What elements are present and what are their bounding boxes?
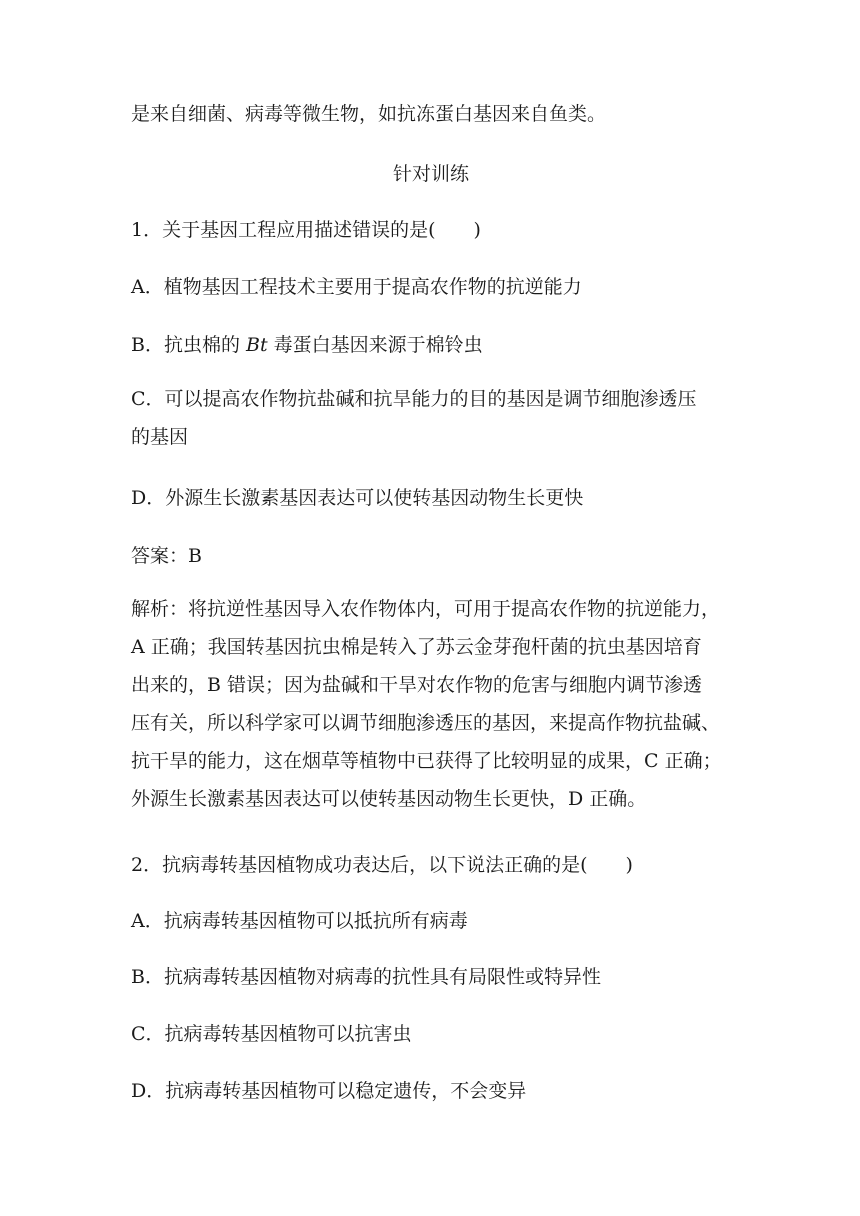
question-2-option-d: D．抗病毒转基因植物可以稳定遗传，不会变异 bbox=[131, 1080, 527, 1102]
option-b-prefix: B．抗虫棉的 bbox=[131, 334, 240, 356]
analysis-line: A 正确；我国转基因抗虫棉是转入了苏云金芽孢杆菌的抗虫基因培育 bbox=[131, 636, 702, 658]
question-2-option-c: C．抗病毒转基因植物可以抗害虫 bbox=[131, 1023, 412, 1045]
option-c-line-2: 的基因 bbox=[131, 426, 189, 448]
question-2-stem: 2．抗病毒转基因植物成功表达后，以下说法正确的是( ) bbox=[131, 854, 633, 876]
intro-line: 是来自细菌、病毒等微生物，如抗冻蛋白基因来自鱼类。 bbox=[131, 103, 607, 125]
option-b-suffix: 毒蛋白基因来源于棉铃虫 bbox=[273, 334, 483, 356]
analysis-line: 压有关，所以科学家可以调节细胞渗透压的基因，来提高作物抗盐碱、 bbox=[131, 712, 721, 734]
analysis-line: 出来的，B 错误；因为盐碱和干旱对农作物的危害与细胞内调节渗透 bbox=[131, 674, 703, 696]
question-1-stem: 1．关于基因工程应用描述错误的是( ) bbox=[131, 219, 481, 241]
option-c-line-1: C．可以提高农作物抗盐碱和抗旱能力的目的基因是调节细胞渗透压 bbox=[131, 388, 697, 410]
question-1-option-c bbox=[131, 380, 731, 456]
analysis-line: 抗干旱的能力，这在烟草等植物中已获得了比较明显的成果，C 正确； bbox=[131, 750, 722, 772]
analysis-line: 外源生长激素基因表达可以使转基因动物生长更快，D 正确。 bbox=[131, 788, 647, 810]
section-title: 针对训练 bbox=[392, 163, 469, 185]
analysis-line: 解析：将抗逆性基因导入农作物体内，可用于提高农作物的抗逆能力， bbox=[131, 598, 721, 620]
question-1-option-b bbox=[131, 331, 483, 359]
question-2-option-a: A．抗病毒转基因植物可以抵抗所有病毒 bbox=[131, 910, 468, 932]
question-2-option-b: B．抗病毒转基因植物对病毒的抗性具有局限性或特异性 bbox=[131, 966, 601, 988]
question-1-answer: 答案：B bbox=[131, 545, 202, 567]
option-b-bt-term: Bt bbox=[246, 334, 268, 356]
question-1-option-d: D．外源生长激素基因表达可以使转基因动物生长更快 bbox=[131, 487, 584, 509]
question-1-analysis bbox=[131, 590, 731, 818]
question-1-option-a: A．植物基因工程技术主要用于提高农作物的抗逆能力 bbox=[131, 276, 582, 298]
